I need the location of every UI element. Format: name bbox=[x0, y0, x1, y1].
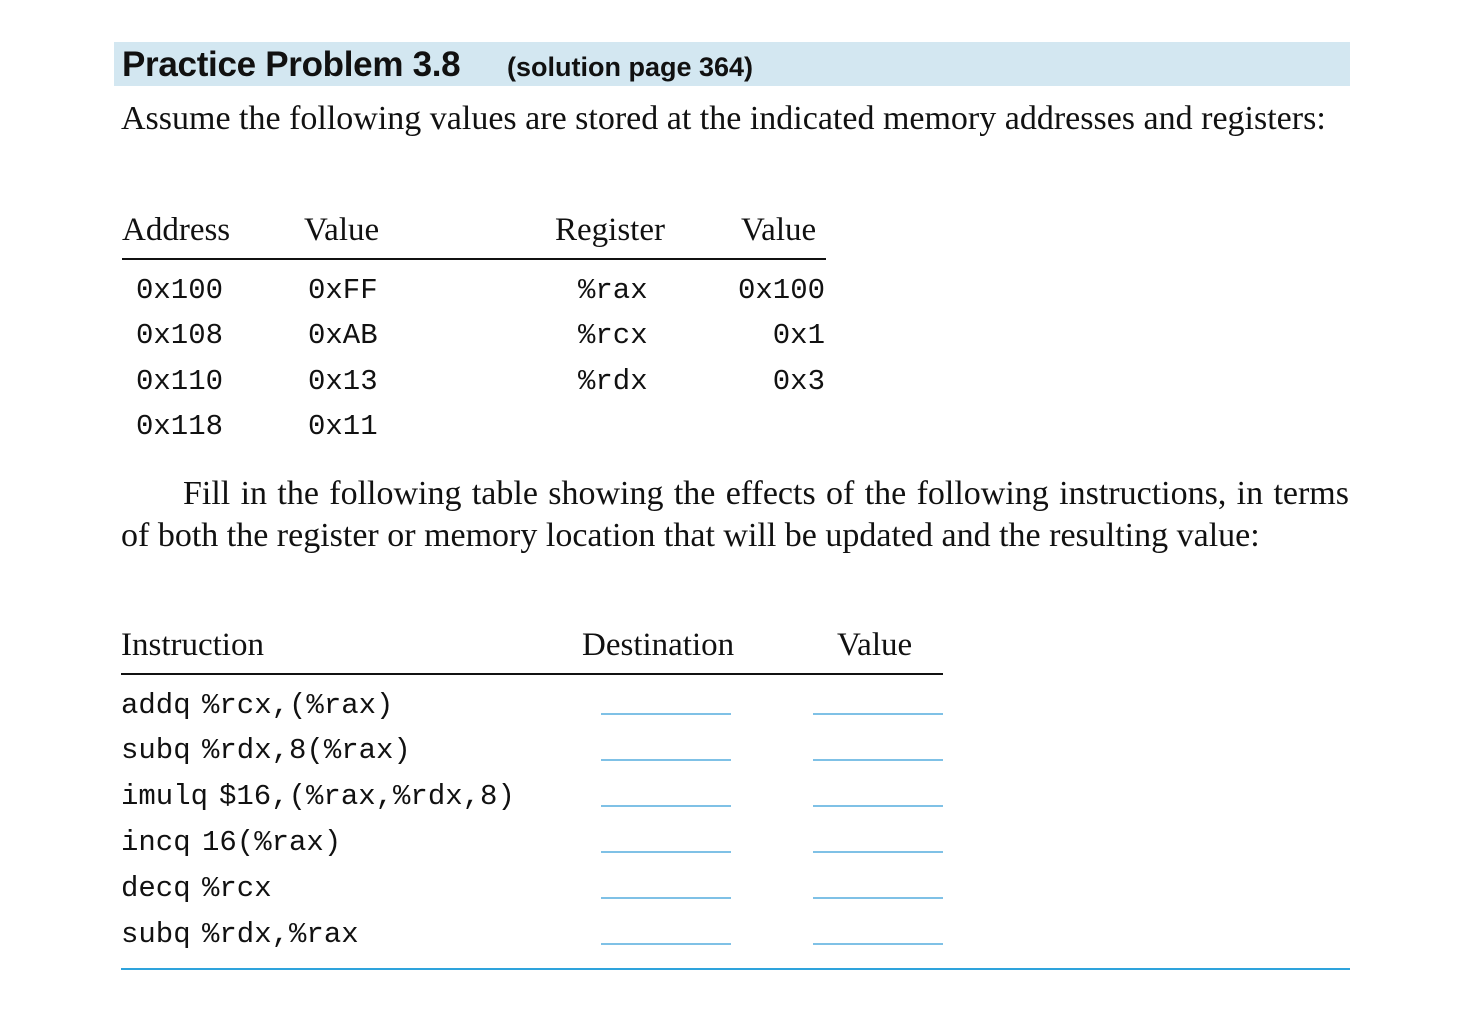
memory-value: 0x11 bbox=[308, 410, 378, 443]
result-value-header: Value bbox=[837, 627, 913, 663]
instruction-opcode: decq bbox=[121, 872, 191, 905]
instruction-opcode: addq bbox=[121, 689, 191, 722]
instruction-operands: %rdx,%rax bbox=[202, 918, 359, 951]
instruction-header: Instruction bbox=[121, 627, 264, 663]
instruction-operands: %rcx,(%rax) bbox=[202, 689, 394, 722]
instruction-operands: %rcx bbox=[202, 872, 272, 905]
memory-value: 0xAB bbox=[308, 319, 378, 352]
memory-address: 0x100 bbox=[136, 274, 224, 307]
value-answer-blank bbox=[813, 897, 943, 899]
memory-value: 0xFF bbox=[308, 274, 378, 307]
instruction-operands: $16,(%rax,%rdx,8) bbox=[219, 780, 515, 813]
task-paragraph: Fill in the following table showing the effects of the following instructions, in terms of both the register or memory location that will be updated and the resulting value: bbox=[121, 475, 1349, 554]
register-value: 0x100 bbox=[737, 274, 825, 307]
value-answer-blank bbox=[813, 943, 943, 945]
register-name: %rax bbox=[578, 274, 648, 307]
register-name: %rdx bbox=[578, 365, 648, 398]
memory-address: 0x118 bbox=[136, 410, 224, 443]
instruction-header-rule bbox=[121, 673, 943, 675]
destination-answer-blank bbox=[601, 759, 731, 761]
register-header: Register bbox=[555, 212, 665, 248]
solution-reference: (solution page 364) bbox=[507, 52, 754, 82]
destination-answer-blank bbox=[601, 897, 731, 899]
destination-answer-blank bbox=[601, 805, 731, 807]
table-header-rule bbox=[122, 258, 826, 260]
register-value: 0x3 bbox=[772, 365, 825, 398]
register-value-header: Value bbox=[741, 212, 817, 248]
instruction-operands: 16(%rax) bbox=[202, 826, 342, 859]
destination-answer-blank bbox=[601, 713, 731, 715]
memory-value: 0x13 bbox=[308, 365, 378, 398]
value-answer-blank bbox=[813, 759, 943, 761]
value-answer-blank bbox=[813, 851, 943, 853]
intro-paragraph: Assume the following values are stored at the indicated memory addresses and registers: bbox=[121, 100, 1326, 137]
address-header: Address bbox=[122, 212, 231, 248]
register-name: %rcx bbox=[578, 319, 648, 352]
problem-banner bbox=[114, 42, 1350, 86]
value-answer-blank bbox=[813, 713, 943, 715]
destination-answer-blank bbox=[601, 851, 731, 853]
instruction-opcode: imulq bbox=[121, 780, 209, 813]
destination-header: Destination bbox=[582, 627, 735, 663]
register-value: 0x1 bbox=[772, 319, 825, 352]
instruction-opcode: subq bbox=[121, 918, 191, 951]
instruction-opcode: subq bbox=[121, 734, 191, 767]
instruction-opcode: incq bbox=[121, 826, 191, 859]
value-answer-blank bbox=[813, 805, 943, 807]
memory-value-header: Value bbox=[304, 212, 380, 248]
destination-answer-blank bbox=[601, 943, 731, 945]
section-end-rule bbox=[121, 968, 1350, 970]
problem-title: Practice Problem 3.8 bbox=[122, 45, 461, 84]
memory-address: 0x108 bbox=[136, 319, 224, 352]
instruction-operands: %rdx,8(%rax) bbox=[202, 734, 411, 767]
memory-address: 0x110 bbox=[136, 365, 224, 398]
